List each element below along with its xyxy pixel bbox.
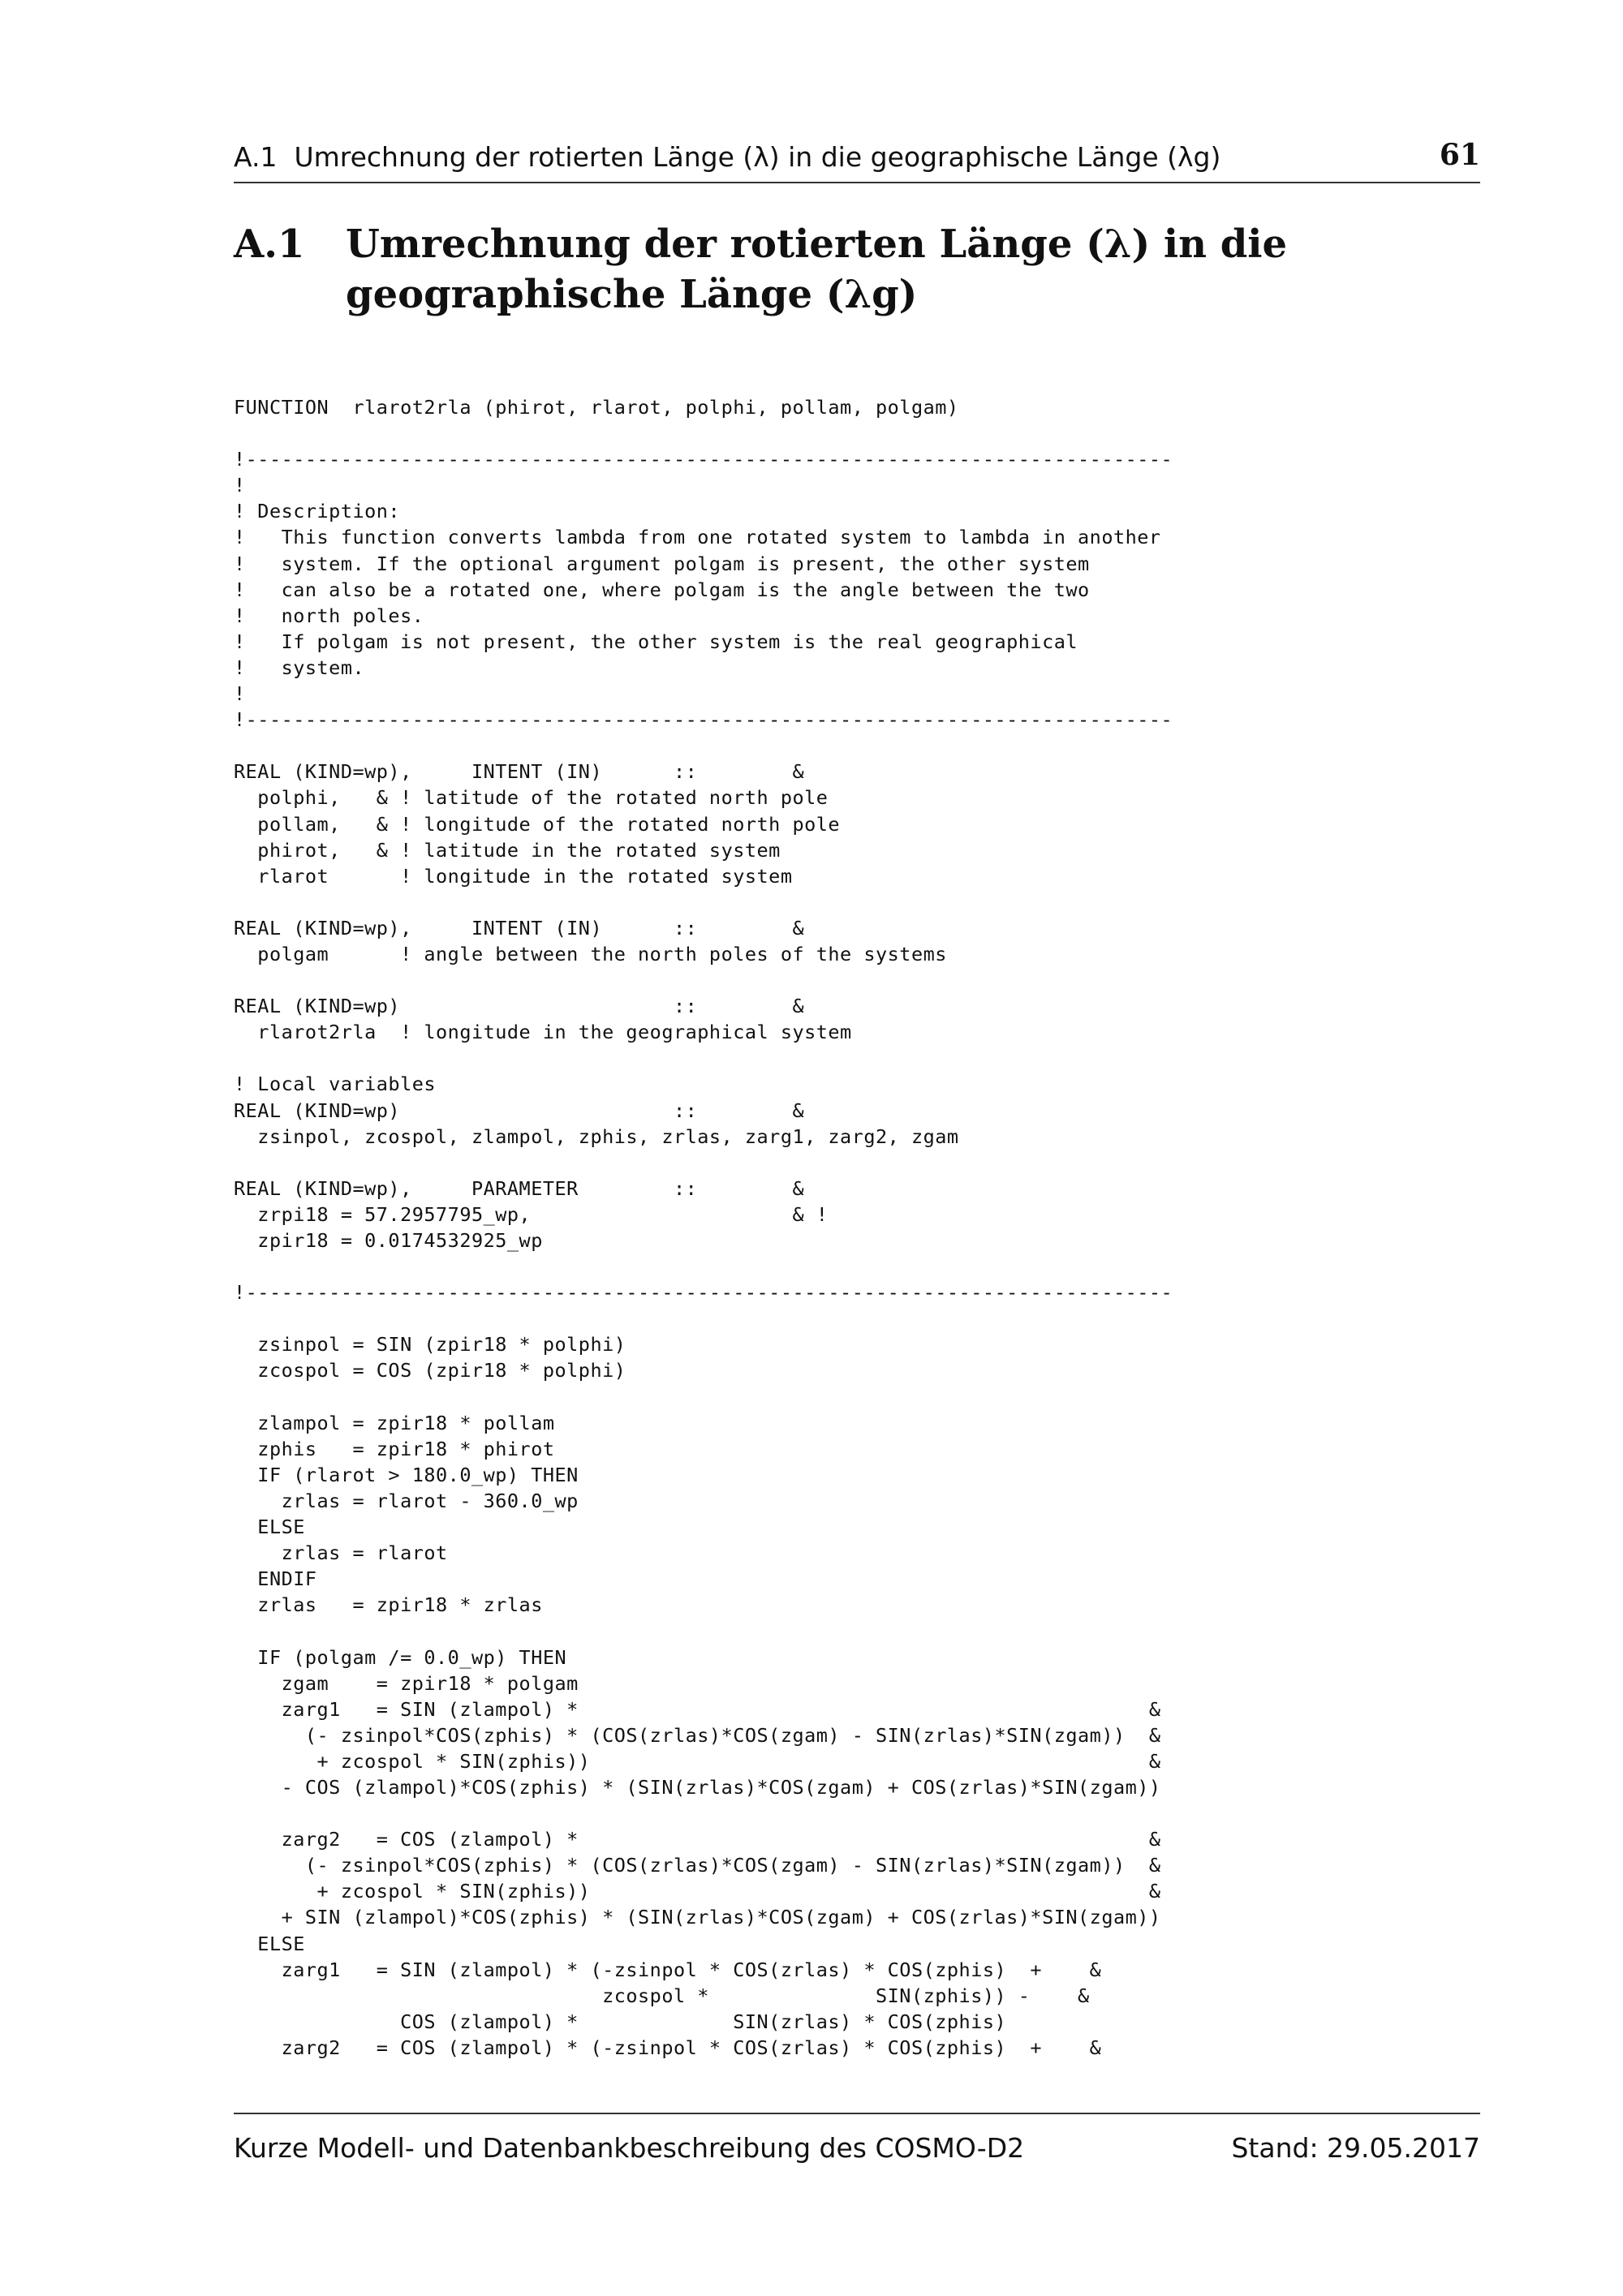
code-line: !------------------------------------------------------------------------------ (234, 448, 1173, 471)
code-line: REAL (KIND=wp) :: & (234, 1099, 805, 1122)
code-line: zsinpol = SIN (zpir18 * polphi) (234, 1333, 626, 1357)
code-line: ! system. (234, 656, 365, 679)
code-line: ! system. If the optional argument polgam is present, the other system (234, 552, 1090, 575)
section-number: A.1 (234, 221, 305, 267)
code-line: ! can also be a rotated one, where polgam is the angle between the two (234, 578, 1090, 601)
code-line: ! (234, 682, 246, 706)
code-line: !------------------------------------------------------------------------------ (234, 1281, 1173, 1305)
code-line: zsinpol, zcospol, zlampol, zphis, zrlas, zarg1, zarg2, zgam (234, 1124, 959, 1148)
footer-date: Stand: 29.05.2017 (1231, 2132, 1480, 2164)
code-line: ! north poles. (234, 604, 424, 627)
code-line: ELSE (234, 1516, 305, 1539)
code-line: ELSE (234, 1932, 305, 1955)
code-line: ENDIF (234, 1567, 317, 1591)
code-line: + SIN (zlampol)*COS(zphis) * (SIN(zrlas)*COS(zgam) + COS(zrlas)*SIN(zgam)) (234, 1906, 1161, 1929)
code-line: zarg1 = SIN (zlampol) * & (234, 1697, 1161, 1721)
code-line: IF (polgam /= 0.0_wp) THEN (234, 1645, 567, 1669)
code-line: ! Description: (234, 500, 401, 523)
code-line: REAL (KIND=wp), PARAMETER :: & (234, 1176, 805, 1200)
code-line: ! Local variables (234, 1073, 437, 1096)
running-footer (234, 2113, 1480, 2164)
page-number: 61 (1439, 138, 1480, 172)
code-line: ! This function converts lambda from one rotated system to lambda in another (234, 526, 1161, 549)
code-line: rlarot ! longitude in the rotated system (234, 864, 793, 888)
fortran-code-listing (234, 394, 1173, 2061)
code-line: + zcospol * SIN(zphis)) & (234, 1880, 1161, 1903)
section-title: Umrechnung der rotierten Länge (λ) in die geographische Länge (λg) (346, 221, 1288, 317)
code-line: ! If polgam is not present, the other system is the real geographical (234, 630, 1078, 653)
code-line: zarg2 = COS (zlampol) * (-zsinpol * COS(zrlas) * COS(zphis) + & (234, 2036, 1102, 2059)
code-line: - COS (zlampol)*COS(zphis) * (SIN(zrlas)*COS(zgam) + COS(zrlas)*SIN(zgam)) (234, 1775, 1161, 1799)
code-line: REAL (KIND=wp), INTENT (IN) :: & (234, 760, 805, 784)
code-line: zcospol = COS (zpir18 * polphi) (234, 1359, 626, 1382)
code-line: phirot, & ! latitude in the rotated system (234, 838, 781, 862)
code-line: (- zsinpol*COS(zphis) * (COS(zrlas)*COS(zgam) - SIN(zrlas)*SIN(zgam)) & (234, 1723, 1161, 1747)
code-line: pollam, & ! longitude of the rotated north pole (234, 812, 841, 836)
running-header-title: A.1 Umrechnung der rotierten Länge (λ) in die geographische Länge (λg) (234, 141, 1221, 173)
code-line: IF (rlarot > 180.0_wp) THEN (234, 1463, 579, 1486)
code-line: COS (zlampol) * SIN(zrlas) * COS(zphis) (234, 2010, 1007, 2033)
code-line: REAL (KIND=wp), INTENT (IN) :: & (234, 916, 805, 939)
code-line: zrpi18 = 57.2957795_wp, & ! (234, 1202, 829, 1226)
footer-document-title: Kurze Modell- und Datenbankbeschreibung des COSMO-D2 (234, 2132, 1025, 2164)
code-line: zcospol * SIN(zphis)) - & (234, 1984, 1090, 2007)
code-line: !------------------------------------------------------------------------------ (234, 708, 1173, 732)
code-line: + zcospol * SIN(zphis)) & (234, 1749, 1161, 1773)
code-line: (- zsinpol*COS(zphis) * (COS(zrlas)*COS(zgam) - SIN(zrlas)*SIN(zgam)) & (234, 1854, 1161, 1877)
code-line: zrlas = rlarot (234, 1541, 448, 1565)
code-line: zpir18 = 0.0174532925_wp (234, 1229, 543, 1252)
code-line: zphis = zpir18 * phirot (234, 1437, 555, 1460)
code-line: zrlas = rlarot - 360.0_wp (234, 1489, 579, 1512)
code-line: FUNCTION rlarot2rla (phirot, rlarot, polphi, pollam, polgam) (234, 396, 959, 419)
running-header (234, 136, 1480, 183)
code-line: REAL (KIND=wp) :: & (234, 995, 805, 1018)
code-line: rlarot2rla ! longitude in the geographical system (234, 1021, 852, 1044)
code-line: zlampol = zpir18 * pollam (234, 1411, 555, 1434)
code-line: ! (234, 474, 246, 497)
code-line: polgam ! angle between the north poles of the systems (234, 942, 947, 965)
code-line: zarg1 = SIN (zlampol) * (-zsinpol * COS(zrlas) * COS(zphis) + & (234, 1958, 1102, 1981)
code-line: zrlas = zpir18 * zrlas (234, 1593, 543, 1617)
code-line: zarg2 = COS (zlampol) * & (234, 1828, 1161, 1851)
code-line: polphi, & ! latitude of the rotated north pole (234, 786, 829, 810)
code-line: zgam = zpir18 * polgam (234, 1671, 579, 1695)
